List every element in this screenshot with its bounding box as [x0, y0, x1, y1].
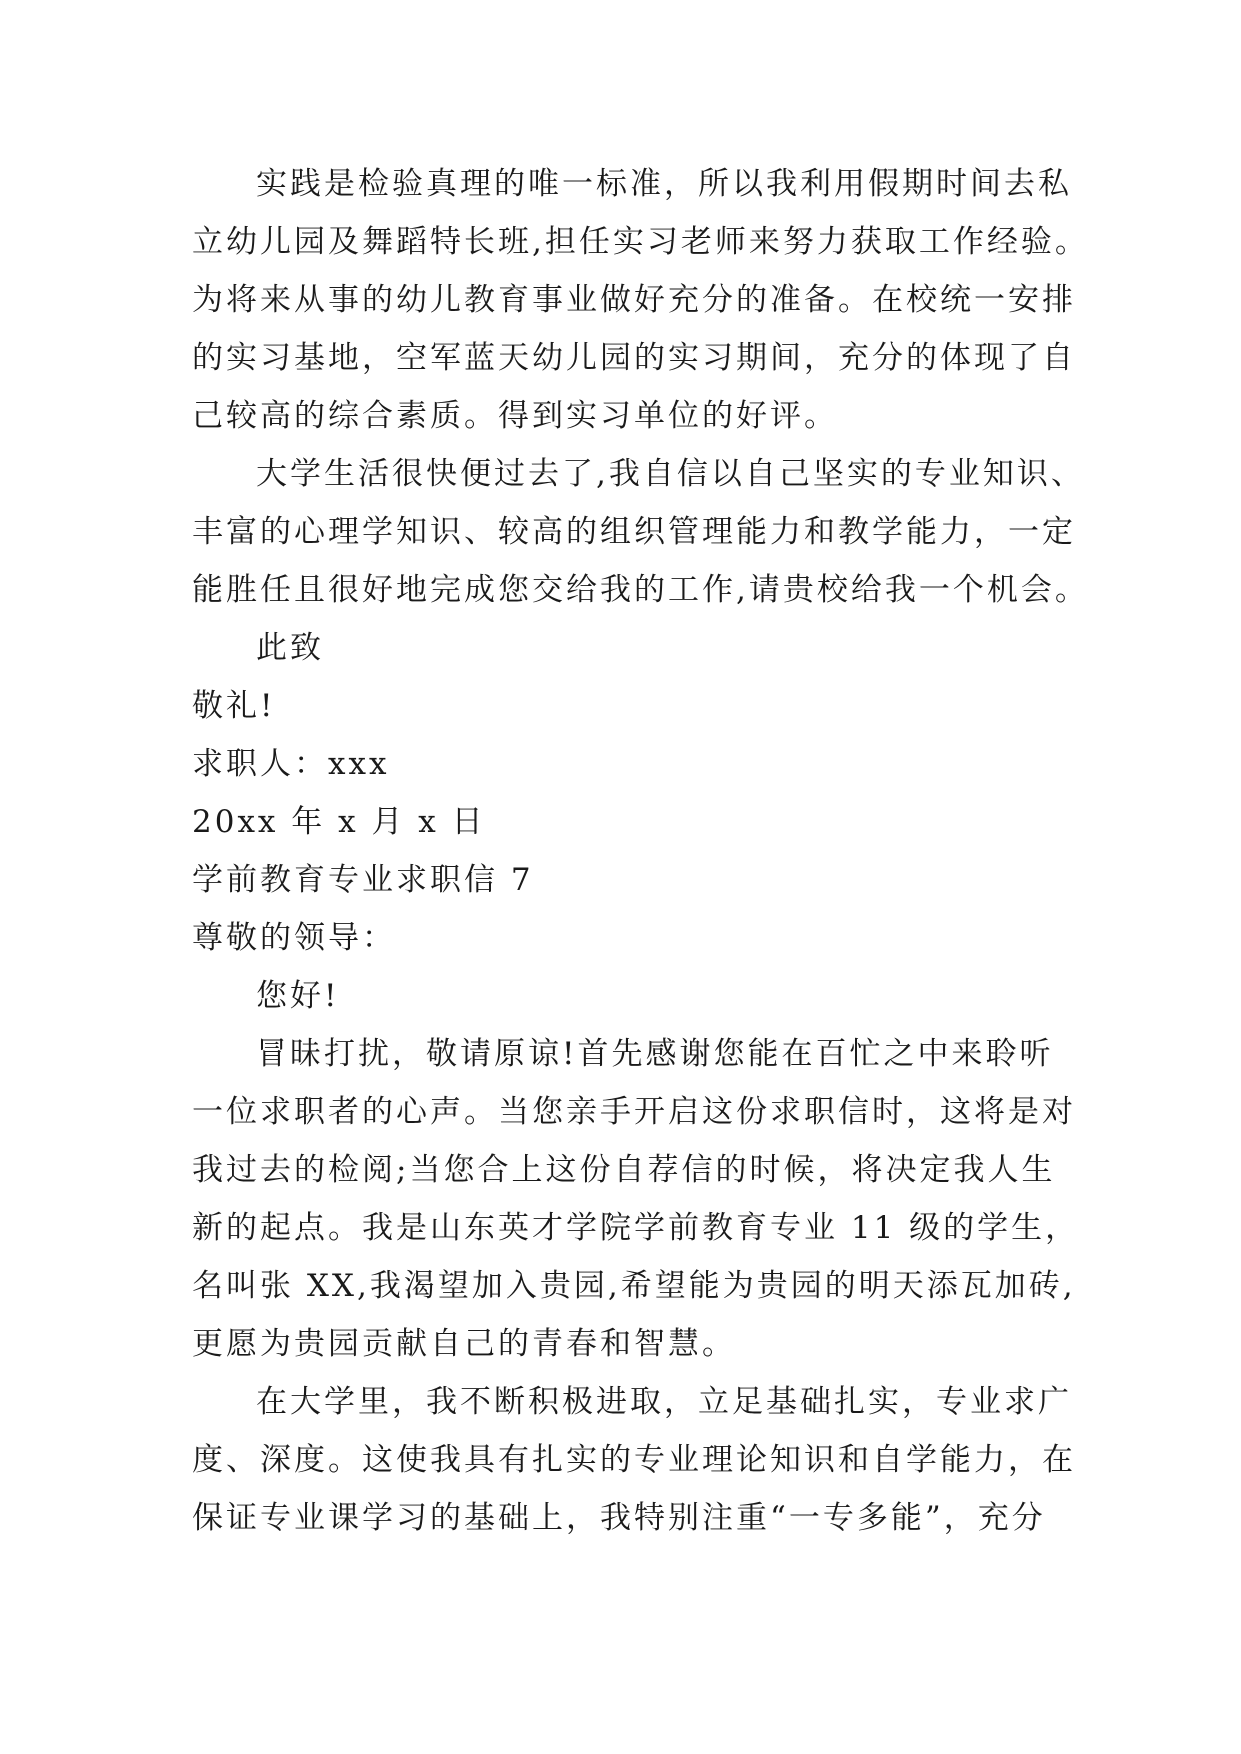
closing-phrase: 此致 — [256, 630, 324, 666]
closing-salute: 敬礼! — [192, 688, 276, 724]
section-title: 学前教育专业求职信 7 — [192, 862, 534, 898]
letter-date: 20xx 年 x 月 x 日 — [192, 804, 486, 840]
paragraph-line: 实践是检验真理的唯一标准，所以我利用假期时间去私 — [256, 166, 1072, 202]
paragraph-line: 能胜任且很好地完成您交给我的工作,请贵校给我一个机会。 — [192, 572, 1089, 608]
paragraph-line: 的实习基地，空军蓝天幼儿园的实习期间，充分的体现了自 — [192, 340, 1076, 376]
greeting: 您好! — [256, 978, 340, 1014]
paragraph-line: 更愿为贵园贡献自己的青春和智慧。 — [192, 1326, 736, 1362]
applicant-name: 求职人：xxx — [192, 746, 390, 782]
paragraph-line: 大学生活很快便过去了,我自信以自己坚实的专业知识、 — [256, 456, 1085, 492]
paragraph-line: 为将来从事的幼儿教育事业做好充分的准备。在校统一安排 — [192, 282, 1076, 318]
salutation: 尊敬的领导： — [192, 920, 396, 956]
paragraph-line: 己较高的综合素质。得到实习单位的好评。 — [192, 398, 838, 434]
paragraph-line: 新的起点。我是山东英才学院学前教育专业 11 级的学生， — [192, 1210, 1080, 1246]
paragraph-line: 名叫张 XX,我渴望加入贵园,希望能为贵园的明天添瓦加砖, — [192, 1268, 1076, 1304]
paragraph-line: 丰富的心理学知识、较高的组织管理能力和教学能力，一定 — [192, 514, 1076, 550]
paragraph-line: 一位求职者的心声。当您亲手开启这份求职信时，这将是对 — [192, 1094, 1076, 1130]
paragraph-line: 在大学里，我不断积极进取，立足基础扎实，专业求广 — [256, 1384, 1072, 1420]
paragraph-line: 冒昧打扰，敬请原谅!首先感谢您能在百忙之中来聆听 — [256, 1036, 1054, 1072]
paragraph-line: 度、深度。这使我具有扎实的专业理论知识和自学能力，在 — [192, 1442, 1076, 1478]
paragraph-line: 我过去的检阅;当您合上这份自荐信的时候，将决定我人生 — [192, 1152, 1056, 1188]
paragraph-line: 立幼儿园及舞蹈特长班,担任实习老师来努力获取工作经验。 — [192, 224, 1089, 260]
paragraph-line: 保证专业课学习的基础上，我特别注重“一专多能”，充分 — [192, 1500, 1046, 1536]
